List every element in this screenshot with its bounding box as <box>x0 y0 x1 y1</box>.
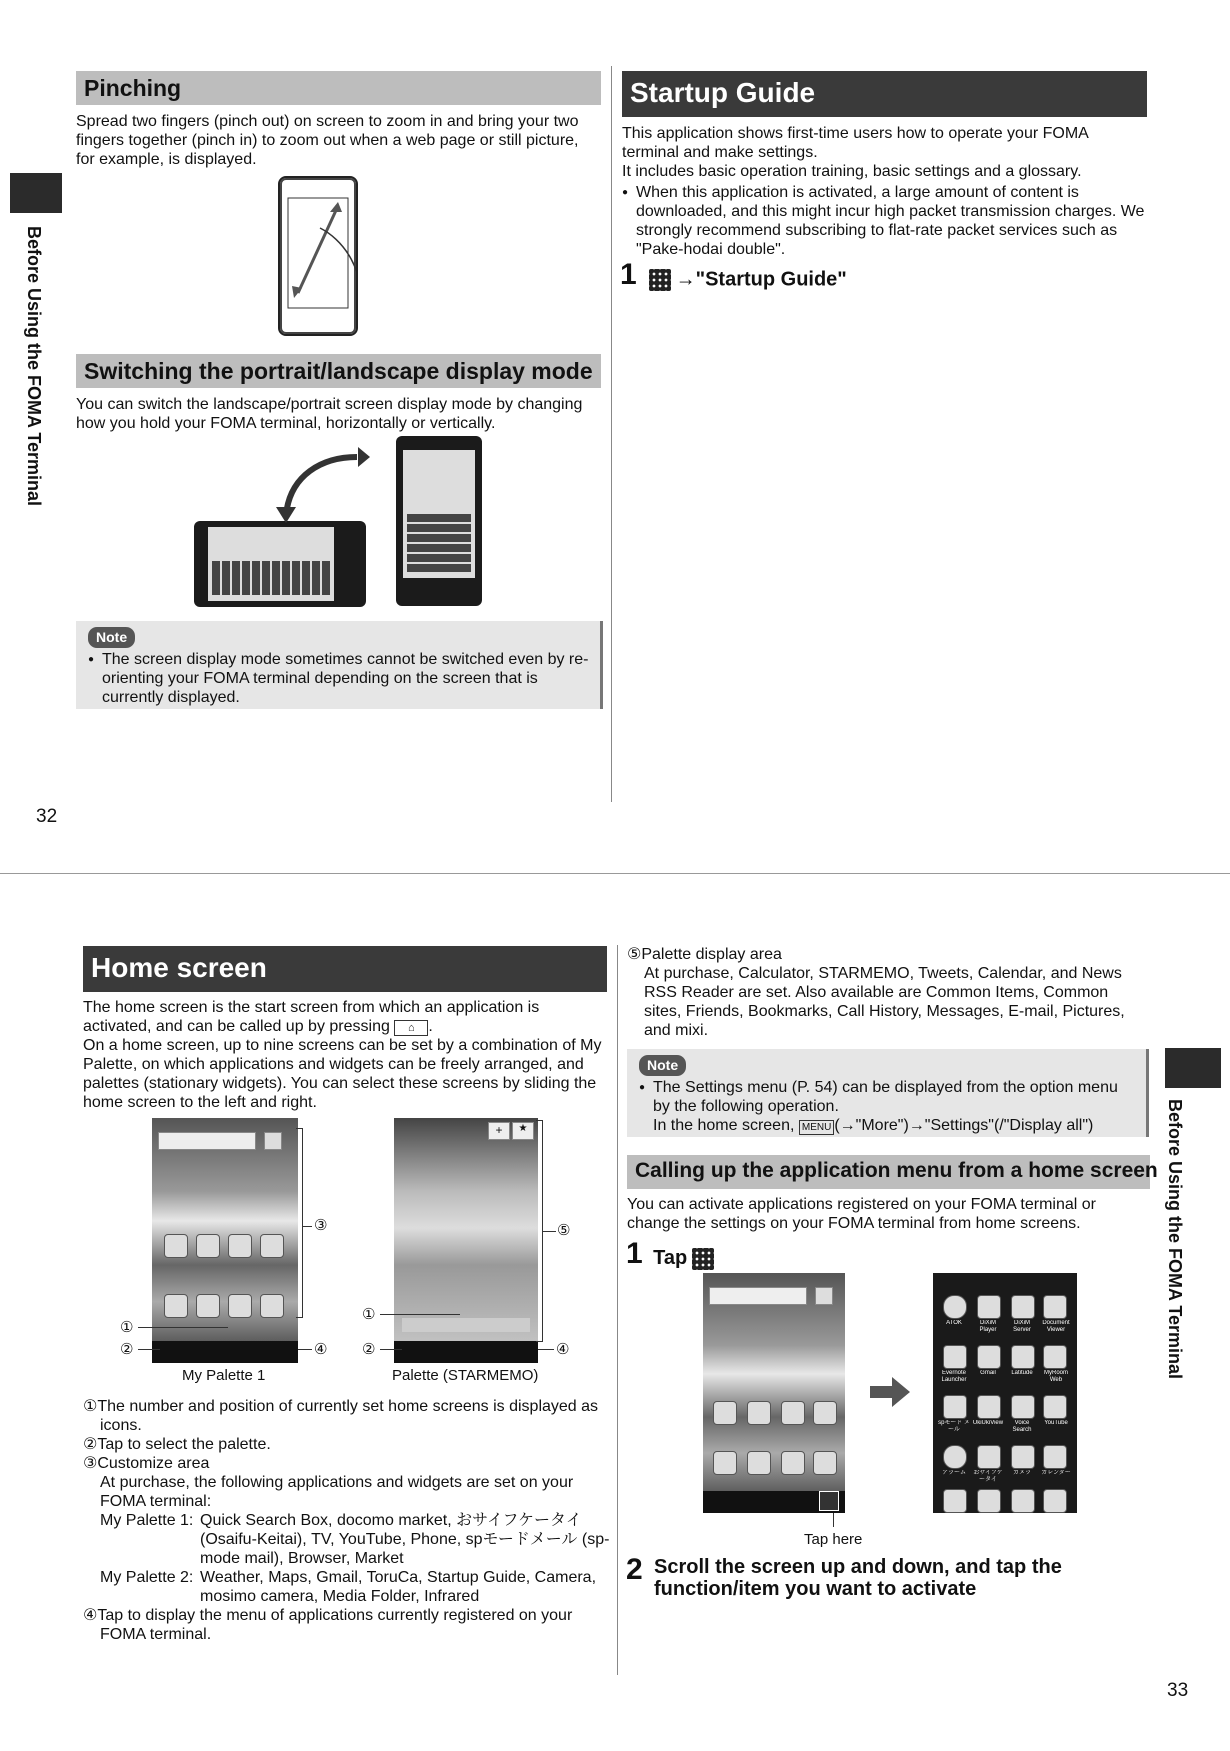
palette-2-label: My Palette 2: <box>100 1569 194 1586</box>
app-menu-icon <box>692 1248 714 1270</box>
step-1-text: Tap <box>653 1247 688 1270</box>
app-menu-button[interactable] <box>819 1491 839 1511</box>
note-bullet-text: ● The screen display mode sometimes cannot be switched even by re-orienting your FOMA terminal depending on the screen that is currently displayed. <box>88 650 590 707</box>
palette-2-row <box>83 1568 613 1606</box>
leader-line-1-left <box>138 1327 228 1328</box>
app-label[interactable]: MyRoom Web <box>1043 1370 1068 1383</box>
item-1: ①The number and position of currently set home screens is displayed as icons. <box>83 1398 599 1434</box>
mark-4-right: ④ <box>556 1341 570 1358</box>
leader-line-4-left <box>298 1349 312 1350</box>
app-label[interactable]: アラーム <box>941 1470 966 1476</box>
section-title-pinching: Pinching <box>76 71 601 105</box>
app-label[interactable]: Evernote Launcher <box>941 1370 967 1383</box>
mark-4-left: ④ <box>314 1341 328 1358</box>
app-label[interactable]: Gmail <box>980 1370 996 1376</box>
step-text: →"Startup Guide" <box>675 268 847 291</box>
landscape-phone-illustration <box>194 521 366 607</box>
bracket-3 <box>296 1128 303 1318</box>
column-divider <box>611 66 612 802</box>
startup-step-1 <box>620 258 1120 292</box>
leader-line-2-left <box>138 1349 160 1350</box>
note-bullet-text <box>639 1078 1136 1135</box>
app-label[interactable]: ATOK <box>946 1320 962 1326</box>
home-key-icon: ⌂ <box>394 1020 428 1036</box>
item-5: ⑤Palette display area <box>627 946 782 963</box>
home-text-2: On a home screen, up to nine screens can be set by a combination of My Palette, on which applications and widgets can be freely arranged, and palettes (stationary widgets). You can select these screens by sliding the home screen to the left and right. <box>83 1037 602 1111</box>
palette-2-text: Weather, Maps, Gmail, ToruCa, Startup Guide, Camera, mosimo camera, Media Folder, Infrared <box>200 1569 597 1605</box>
item-2: ②Tap to select the palette. <box>83 1436 271 1453</box>
app-menu-icon <box>649 269 671 291</box>
note-label: Note <box>88 627 135 648</box>
calling-step-1 <box>626 1237 714 1271</box>
startup-bullet: ● When this application is activated, a large amount of content is downloaded, and this might incur high packet transmission charges. We strongly recommend subscribing to flat-rate packet services such as "Pake-hodai double". <box>622 183 1156 259</box>
column-divider-bottom <box>617 945 618 1675</box>
side-tab-marker <box>10 173 62 213</box>
mark-3: ③ <box>314 1217 328 1234</box>
app-label[interactable]: DiXiM Player <box>979 1320 997 1333</box>
leader-line-1-right <box>380 1314 460 1315</box>
tap-here-leader <box>833 1513 834 1527</box>
pinching-text: Spread two fingers (pinch out) on screen to zoom in and bring your two fingers together (pinch in) to zoom out when a web page or still picture, for example, is displayed. <box>76 113 579 168</box>
section-title-calling-app-menu: Calling up the application menu from a home screen <box>627 1155 1150 1189</box>
home-screen-screenshot <box>703 1273 845 1513</box>
app-label[interactable]: カレンダー <box>1041 1470 1071 1476</box>
home-text-1-end: . <box>428 1018 433 1035</box>
step-number: 1 <box>620 258 637 291</box>
app-menu-screenshot <box>933 1273 1077 1513</box>
app-label[interactable]: カメラ <box>1012 1470 1031 1476</box>
side-label: Before Using the FOMA Terminal <box>24 226 44 507</box>
calling-step-2 <box>626 1553 1146 1600</box>
palette-1-label: My Palette 1: <box>100 1512 194 1529</box>
step-2-text: Scroll the screen up and down, and tap the function/item you want to activate <box>654 1556 1062 1600</box>
app-label[interactable]: DiXiM Server <box>1013 1320 1031 1333</box>
item-5-block <box>627 945 1147 1040</box>
item-4: ④Tap to display the menu of applications currently registered on your FOMA terminal. <box>83 1607 573 1643</box>
note-box-settings <box>627 1049 1149 1137</box>
note-line-2-prefix: In the home screen, <box>653 1117 795 1134</box>
rotate-arrow-icon <box>272 445 372 525</box>
palette-1-text: Quick Search Box, docomo market, おサイフケータイ (Osaifu-Keitai), TV, YouTube, Phone, spモードメール (sp-mode mail), Browser, Market <box>200 1512 610 1567</box>
home-items <box>83 1397 613 1644</box>
note-line-2 <box>653 1116 1136 1135</box>
mark-1-right: ① <box>362 1306 376 1323</box>
palette-1-row <box>83 1511 613 1568</box>
startup-text: This application shows first-time users how to operate your FOMA terminal and make settings. It includes basic operation training, basic settings and a glossary. <box>622 125 1088 180</box>
app-label[interactable]: Document Viewer <box>1042 1320 1070 1333</box>
step-1-number: 1 <box>626 1237 643 1270</box>
arrow-right-icon <box>870 1377 910 1407</box>
item-3: ③Customize area <box>83 1455 210 1472</box>
page-separator <box>0 873 1230 874</box>
pinch-phone-illustration <box>278 176 358 336</box>
mark-2-left: ② <box>120 1341 134 1358</box>
item-5-sub: At purchase, Calculator, STARMEMO, Tweets, Calendar, and News RSS Reader are set. Also available are Common Items, Common sites, Friends, Bookmarks, Call History, Messages, E-mail, Pictures, and mixi. <box>644 965 1125 1039</box>
page-number-33: 33 <box>1167 1680 1189 1701</box>
portrait-phone-illustration <box>396 436 482 606</box>
mark-1-left: ① <box>120 1319 134 1336</box>
section-title-startup-guide: Startup Guide <box>622 71 1147 117</box>
app-label[interactable]: おサイフケータイ <box>973 1470 1003 1483</box>
page-number-32: 32 <box>36 806 58 827</box>
app-label[interactable]: UkiUkiView <box>972 1420 1004 1426</box>
note-line-1: ● The Settings menu (P. 54) can be displayed from the option menu by the following operation. <box>653 1079 1118 1115</box>
note-box-orientation <box>76 621 603 709</box>
leader-line-4-right <box>538 1349 554 1350</box>
leader-line-3 <box>302 1226 312 1227</box>
app-label[interactable]: Latitude <box>1011 1370 1033 1376</box>
app-label[interactable]: YouTube <box>1044 1420 1068 1426</box>
app-label[interactable]: Voice Search <box>1012 1420 1032 1433</box>
mark-2-right: ② <box>362 1341 376 1358</box>
step-2-number: 2 <box>626 1553 643 1586</box>
home-text <box>83 998 607 1112</box>
tap-here-label: Tap here <box>804 1531 863 1548</box>
app-label[interactable]: spモード メール <box>938 1420 970 1433</box>
calling-text: You can activate applications registered on your FOMA terminal or change the settings on your FOMA terminal from home screens. <box>627 1196 1096 1232</box>
switching-text: You can switch the landscape/portrait screen display mode by changing how you hold your FOMA terminal, horizontally or vertically. <box>76 396 583 432</box>
side-tab-marker-right <box>1165 1048 1221 1088</box>
leader-line-5 <box>542 1231 556 1232</box>
home-text-1: The home screen is the start screen from which an application is activated, and can be called up by pressing <box>83 999 540 1035</box>
note-label: Note <box>639 1055 686 1076</box>
note-line-2-suffix: (→"More")→"Settings"(/"Display all") <box>834 1117 1094 1134</box>
side-label-right: Before Using the FOMA Terminal <box>1165 1099 1185 1380</box>
menu-key-icon: MENU <box>799 1120 834 1135</box>
item-3-sub: At purchase, the following applications and widgets are set on your FOMA terminal: <box>100 1474 574 1510</box>
section-title-switching: Switching the portrait/landscape display mode <box>76 354 601 388</box>
leader-line-2-right <box>380 1349 402 1350</box>
caption-starmemo: Palette (STARMEMO) <box>392 1367 539 1384</box>
section-title-home-screen: Home screen <box>83 946 607 992</box>
caption-my-palette-1: My Palette 1 <box>182 1367 266 1384</box>
mark-5: ⑤ <box>557 1222 571 1239</box>
pinch-gesture-icon <box>280 178 356 334</box>
starmemo-palette-screenshot: + ★ <box>394 1118 538 1363</box>
